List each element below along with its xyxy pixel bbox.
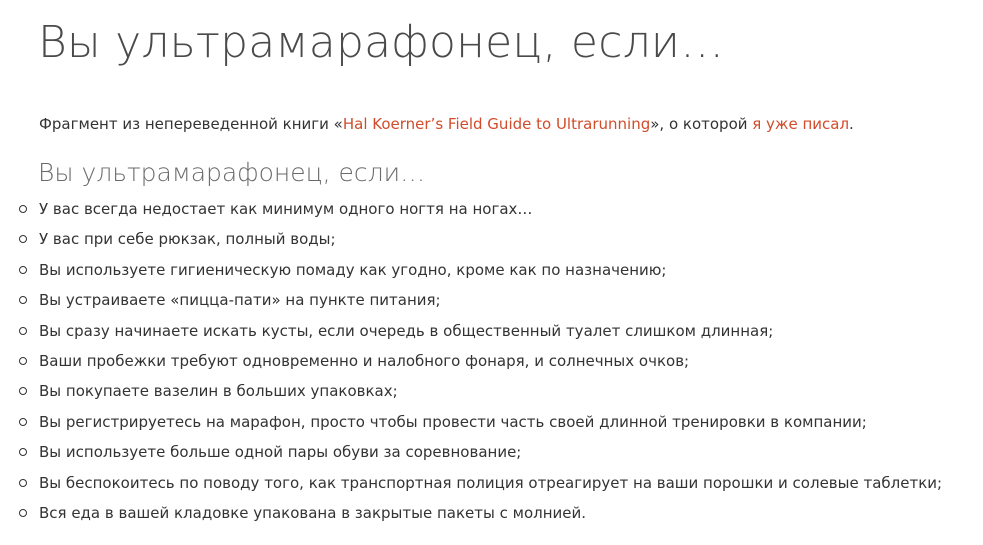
intro-text-after: . xyxy=(849,115,854,133)
list-item-text: Вы используете больше одной пары обуви за соревнование; xyxy=(39,443,522,462)
bullet-icon xyxy=(19,387,27,395)
bullet-icon xyxy=(19,509,27,517)
intro-paragraph xyxy=(39,113,854,135)
bullet-icon xyxy=(19,479,27,487)
list-item-text: Вы регистрируетесь на марафон, просто чтобы провести часть своей длинной тренировки в компании; xyxy=(39,412,867,431)
list-item xyxy=(0,407,942,437)
ultra-signs-list xyxy=(0,194,942,528)
bullet-icon xyxy=(19,296,27,304)
intro-text-middle: », о которой xyxy=(650,115,753,133)
bullet-icon xyxy=(19,418,27,426)
bullet-icon xyxy=(19,327,27,335)
page-title: Вы ультрамарафонец, если… xyxy=(38,17,725,68)
list-item xyxy=(0,255,942,285)
list-item xyxy=(0,316,942,346)
list-item xyxy=(0,498,942,528)
intro-text-before: Фрагмент из непереведенной книги « xyxy=(39,115,343,133)
list-item xyxy=(0,468,942,498)
list-item-text: Вы покупаете вазелин в больших упаковках; xyxy=(39,382,398,401)
list-item-text: Ваши пробежки требуют одновременно и налобного фонаря, и солнечных очков; xyxy=(39,351,690,370)
list-item xyxy=(0,437,942,467)
list-item xyxy=(0,376,942,406)
list-item-text: Вы беспокоитесь по поводу того, как транспортная полиция отреагирует на ваши порошки и солевые таблетки; xyxy=(39,473,943,492)
bullet-icon xyxy=(19,448,27,456)
section-subtitle: Вы ультрамарафонец, если… xyxy=(38,158,426,187)
list-item xyxy=(0,285,942,315)
bullet-icon xyxy=(19,205,27,213)
list-item-text: Вы используете гигиеническую помаду как угодно, кроме как по назначению; xyxy=(39,260,667,279)
list-item xyxy=(0,224,942,254)
list-item xyxy=(0,346,942,376)
book-link[interactable]: Hal Koerner’s Field Guide to Ultrarunning xyxy=(342,115,651,133)
bullet-icon xyxy=(19,357,27,365)
bullet-icon xyxy=(19,235,27,243)
bullet-icon xyxy=(19,266,27,274)
list-item-text: Вы сразу начинаете искать кусты, если очередь в общественный туалет слишком длинная; xyxy=(39,321,774,340)
list-item-text: У вас всегда недостает как минимум одного ногтя на ногах… xyxy=(39,200,533,218)
list-item-text: Вы устраиваете «пицца-пати» на пункте питания; xyxy=(39,291,441,310)
previous-post-link[interactable]: я уже писал xyxy=(752,115,850,133)
list-item xyxy=(0,194,942,224)
list-item-text: Вся еда в вашей кладовке упакована в закрытые пакеты с молнией. xyxy=(39,503,587,522)
list-item-text: У вас при себе рюкзак, полный воды; xyxy=(39,230,336,249)
